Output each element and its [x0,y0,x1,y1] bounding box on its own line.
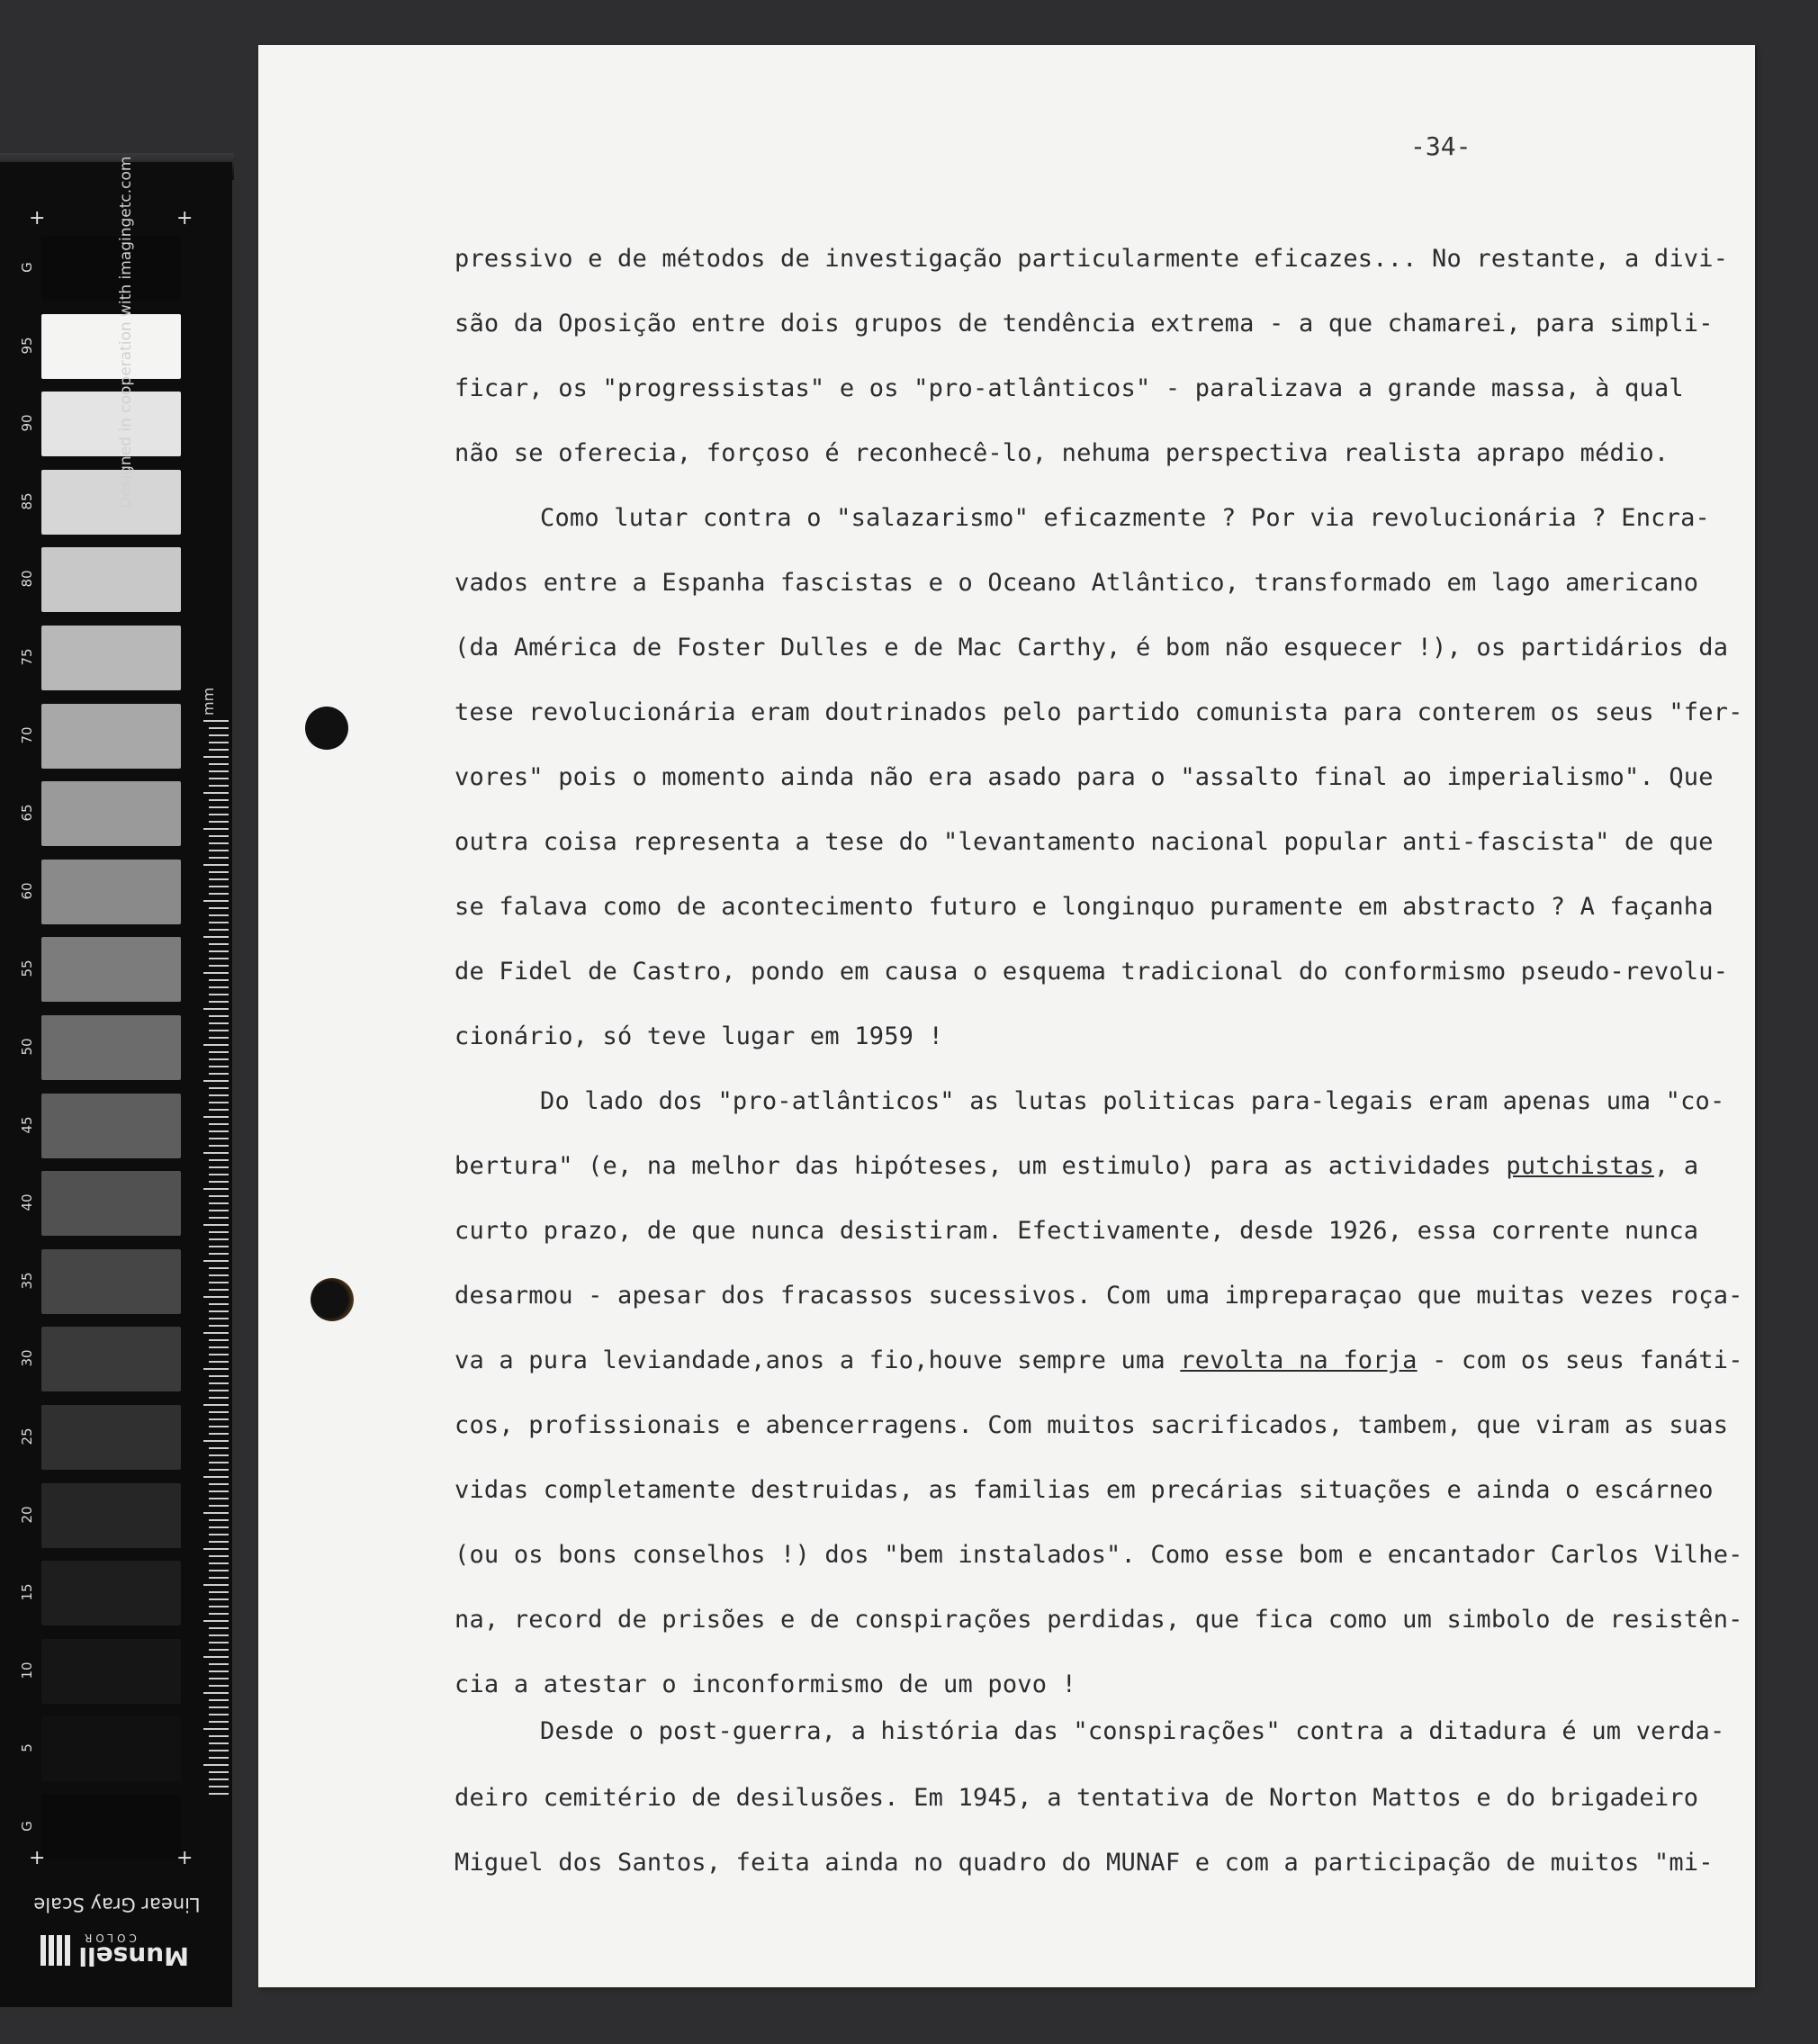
gray-patch-label: G [19,1821,35,1832]
text-line: outra coisa representa a tese do "levantamento nacional popular anti-fascista" de que [454,828,1714,856]
gray-patch-label: 25 [19,1427,35,1445]
text-segment: bertura" (e, na melhor das hipóteses, um estimulo) para as actividades [454,1152,1507,1180]
text-line: tese revolucionária eram doutrinados pelo partido comunista para conterem os seus "fer- [454,698,1743,726]
gray-patch [41,1094,181,1158]
registration-cross: + [176,1847,194,1869]
scale-name: Linear Gray Scale [33,1894,201,1915]
text-line [454,1152,1698,1180]
gray-patch-label: 80 [19,570,35,588]
text-line: cionário, só teve lugar em 1959 ! [454,1022,944,1050]
text-line: deiro cemitério de desilusões. Em 1945, a tentativa de Norton Mattos e do brigadeiro [454,1784,1699,1812]
gray-patch-label: 55 [19,959,35,977]
text-line: Miguel dos Santos, feita ainda no quadro do MUNAF e com a participação de muitos "mi- [454,1849,1714,1877]
text-line: cos, profissionais e abencerragens. Com muitos sacrificados, tambem, que viram as suas [454,1411,1729,1439]
gray-patch [41,1561,181,1625]
gray-patch [41,470,181,535]
text-line: cia a atestar o inconformismo de um povo ! [454,1670,1077,1698]
gray-patch [41,1327,181,1391]
text-line: desarmou - apesar dos fracassos sucessivos. Com uma impreparaçao que muitas vezes roça- [454,1282,1743,1310]
ruler-unit: mm [200,687,217,716]
text-segment: va a pura leviandade,anos a fio,houve sempre uma [454,1346,1181,1374]
gray-patch [41,781,181,846]
registration-cross: + [176,207,194,230]
gray-patch-label: 60 [19,882,35,900]
brand-logo-block [36,1926,189,1971]
gray-patch-label: 40 [19,1193,35,1211]
text-line: são da Oposição entre dois grupos de tendência extrema - a que chamarei, para simpli- [454,310,1714,338]
gray-patch-label: 35 [19,1272,35,1290]
gray-patch-label: 65 [19,804,35,822]
text-line: pressivo e de métodos de investigação particularmente eficazes... No restante, a divi- [454,245,1729,273]
brand-logo-icon [40,1935,70,1966]
gray-patch-label: 5 [19,1743,35,1753]
punch-hole [305,707,348,750]
text-line: Desde o post-guerra, a história das "conspirações" contra a ditadura é um verda- [540,1717,1725,1745]
text-line: (da América de Foster Dulles e de Mac Carthy, é bom não esquecer !), os partidários da [454,634,1729,662]
registration-cross: + [29,1847,46,1869]
gray-patch-label: 70 [19,726,35,744]
punch-hole [310,1278,354,1321]
gray-patch [41,1716,181,1781]
gray-patch-label: 15 [19,1583,35,1601]
mm-ruler-major-ticks [203,720,229,1800]
text-line: Como lutar contra o "salazarismo" eficazmente ? Por via revolucionária ? Encra- [540,504,1710,532]
gray-patch [41,314,181,379]
text-line: (ou os bons conselhos !) dos "bem instalados". Como esse bom e encantador Carlos Vilhe- [454,1541,1743,1569]
gray-patch [41,626,181,690]
text-line: vidas completamente destruidas, as familias em precárias situações e ainda o escárneo [454,1476,1714,1504]
gray-patch-label: 85 [19,492,35,510]
text-line: na, record de prisões e de conspirações perdidas, que fica como um simbolo de resistên- [454,1606,1743,1634]
gray-patch-label: 95 [19,337,35,355]
gray-patch [41,1405,181,1470]
gray-patch-label: 75 [19,648,35,666]
gray-patch [41,392,181,456]
gray-patch [41,547,181,612]
text-line: vores" pois o momento ainda não era asado para o "assalto final ao imperialismo". Que [454,763,1714,791]
registration-cross: + [29,207,46,230]
text-line: não se oferecia, forçoso é reconhecê-lo, nehuma perspectiva realista aprapo médio. [454,439,1670,467]
text-segment: - com os seus fanáti- [1417,1346,1743,1374]
card-credit: Designed in cooperation with imagingetc.com [117,156,135,509]
gray-patch-label: 50 [19,1038,35,1056]
gray-patch-label: 45 [19,1116,35,1134]
gray-patch-label: 20 [19,1506,35,1524]
text-segment: , a [1653,1152,1699,1180]
gray-patch-label: 30 [19,1349,35,1367]
gray-patch [41,1639,181,1704]
brand-name: Munsell [78,1941,189,1971]
text-line: de Fidel de Castro, pondo em causa o esquema tradicional do conformismo pseudo-revolu- [454,958,1729,986]
gray-patch-label: 90 [19,414,35,432]
text-line: curto prazo, de que nunca desistiram. Efectivamente, desde 1926, essa corrente nunca [454,1217,1699,1245]
text-line: ficar, os "progressistas" e os "pro-atlânticos" - paralizava a grande massa, à qual [454,374,1684,402]
underlined-text: putchistas [1506,1152,1654,1180]
underlined-text: revolta na forja [1180,1346,1418,1374]
page-number: -34- [1410,131,1472,161]
gray-patch [41,1483,181,1548]
text-line: Do lado dos "pro-atlânticos" as lutas politicas para-legais eram apenas uma "co- [540,1087,1725,1115]
gray-patch [41,1015,181,1080]
gray-patch-label: G [19,262,35,273]
gray-patch [41,1171,181,1236]
gray-patch-label: 10 [19,1661,35,1679]
gray-patch [41,236,181,301]
text-line: vados entre a Espanha fascistas e o Oceano Atlântico, transformado em lago americano [454,569,1699,597]
gray-patch [41,1795,181,1859]
brand-subtitle: COLOR [81,1931,137,1944]
gray-patch [41,860,181,924]
gray-patch [41,704,181,769]
gray-patch [41,937,181,1002]
text-line [454,1346,1743,1374]
gray-patch [41,1249,181,1314]
text-line: se falava como de acontecimento futuro e longinquo puramente em abstracto ? A façanha [454,893,1714,921]
